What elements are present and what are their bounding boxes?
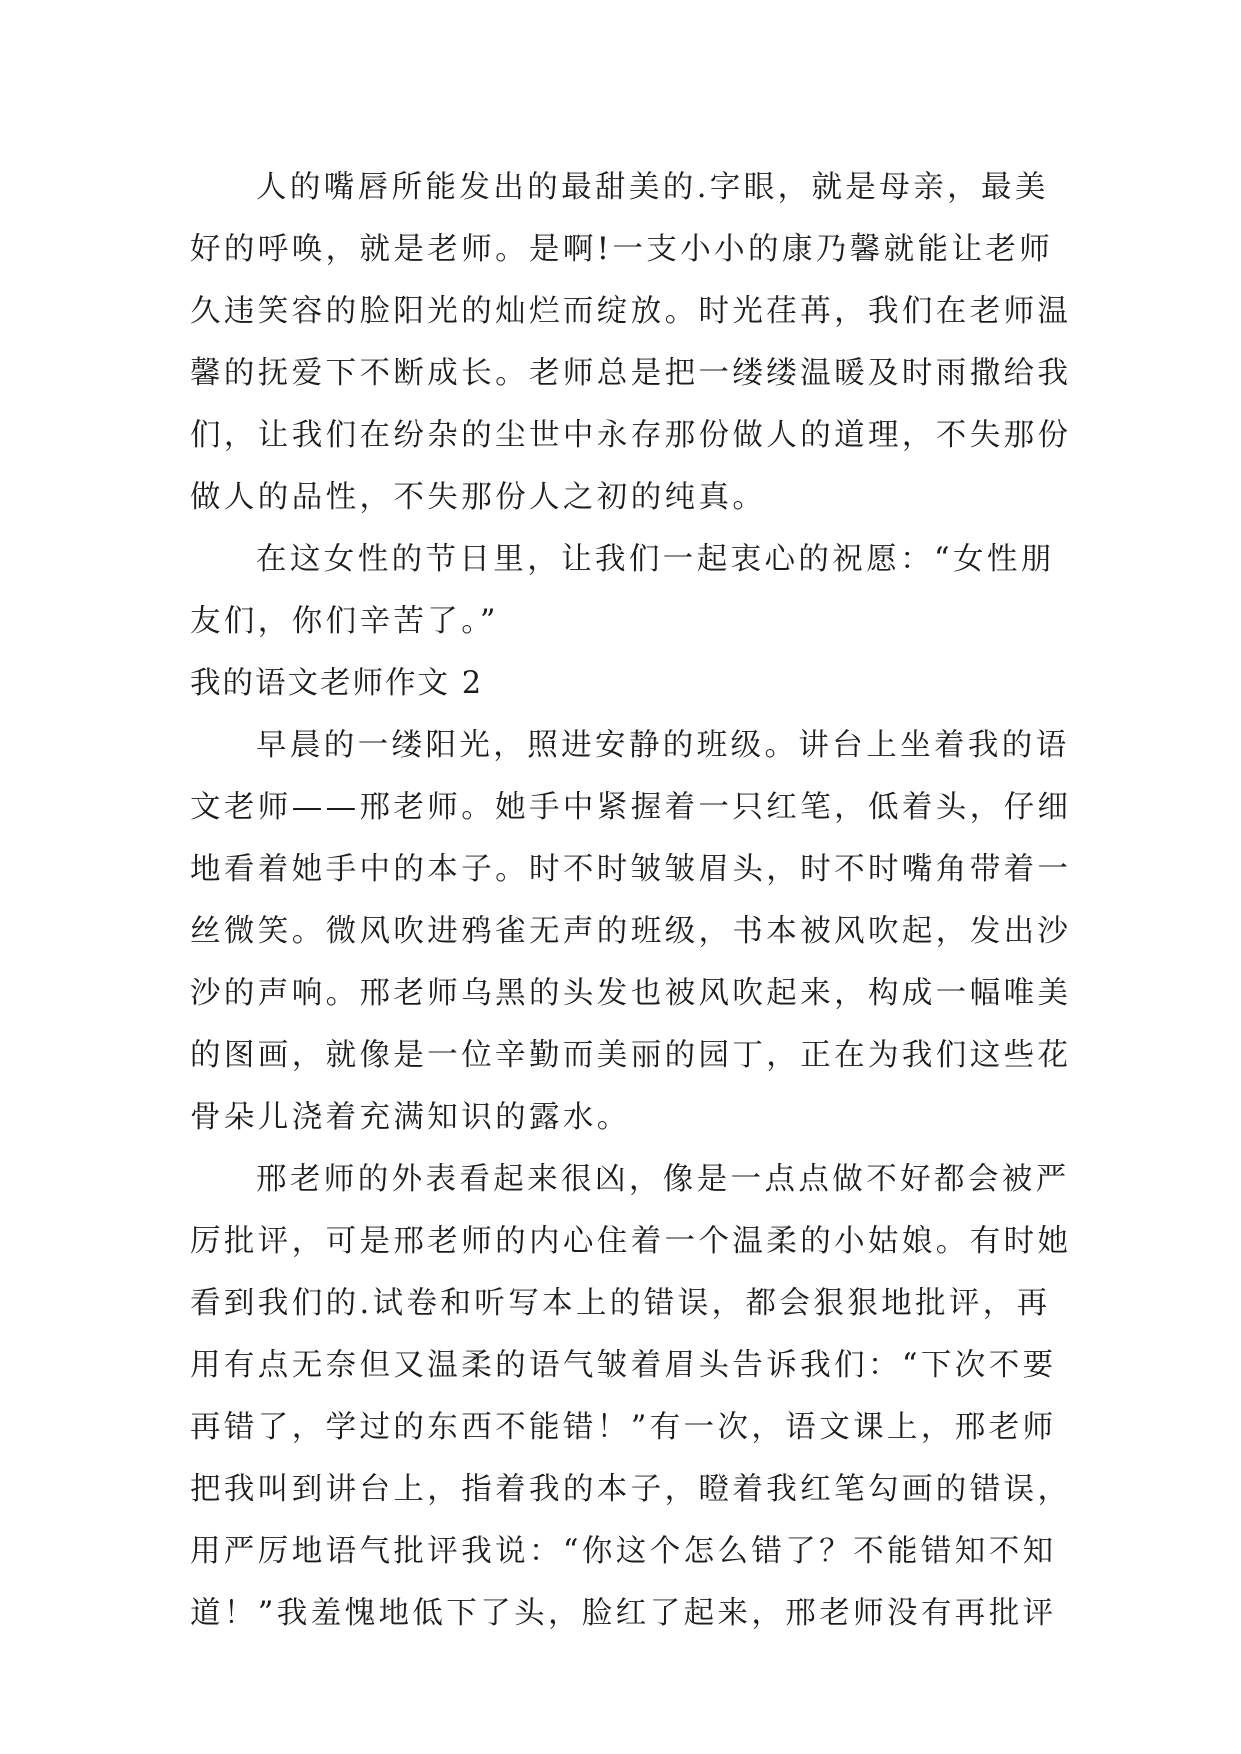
text-line: 久违笑容的脸阳光的灿烂而绽放。时光荏苒，我们在老师温 (190, 294, 1072, 329)
text-line: 把我叫到讲台上，指着我的本子，瞪着我红笔勾画的错误， (190, 1472, 1072, 1507)
text-line: 丝微笑。微风吹进鸦雀无声的班级，书本被风吹起，发出沙 (190, 914, 1072, 949)
text-line: 做人的品性，不失那份人之初的纯真。 (190, 480, 767, 515)
text-line: 用严厉地语气批评我说：“你这个怎么错了？不能错知不知 (190, 1534, 1057, 1569)
text-line: 看到我们的.试卷和听写本上的错误，都会狠狠地批评，再 (190, 1286, 1051, 1321)
text-line: 的图画，就像是一位辛勤而美丽的园丁，正在为我们这些花 (190, 1038, 1072, 1073)
text-line: 邢老师的外表看起来很凶，像是一点点做不好都会被严 (256, 1162, 1070, 1197)
essay-text (190, 157, 1072, 1645)
text-line: 沙的声响。邢老师乌黑的头发也被风吹起来，构成一幅唯美 (190, 976, 1072, 1011)
text-line: 们，让我们在纷杂的尘世中永存那份做人的道理，不失那份 (190, 418, 1072, 453)
text-line: 地看着她手中的本子。时不时皱皱眉头，时不时嘴角带着一 (190, 852, 1072, 887)
text-line: 早晨的一缕阳光，照进安静的班级。讲台上坐着我的语 (256, 728, 1070, 763)
text-line: 厉批评，可是邢老师的内心住着一个温柔的小姑娘。有时她 (190, 1224, 1072, 1259)
text-line: 用有点无奈但又温柔的语气皱着眉头告诉我们：“下次不要 (190, 1348, 1057, 1383)
text-line: 友们，你们辛苦了。” (190, 604, 499, 639)
text-line: 馨的抚爱下不断成长。老师总是把一缕缕温暖及时雨撒给我 (190, 356, 1072, 391)
text-line: 文老师——邢老师。她手中紧握着一只红笔，低着头，仔细 (190, 790, 1072, 825)
section-heading: 我的语文老师作文 2 (190, 666, 484, 701)
text-line: 在这女性的节日里，让我们一起衷心的祝愿：“女性朋 (256, 542, 1055, 577)
text-line: 人的嘴唇所能发出的最甜美的.字眼，就是母亲，最美 (256, 170, 1049, 205)
text-line: 道！”我羞愧地低下了头，脸红了起来，邢老师没有再批评 (190, 1596, 1057, 1631)
text-line: 骨朵儿浇着充满知识的露水。 (190, 1100, 631, 1135)
text-line: 再错了，学过的东西不能错！”有一次，语文课上，邢老师 (190, 1410, 1057, 1445)
text-line: 好的呼唤，就是老师。是啊!一支小小的康乃馨就能让老师 (190, 232, 1054, 267)
